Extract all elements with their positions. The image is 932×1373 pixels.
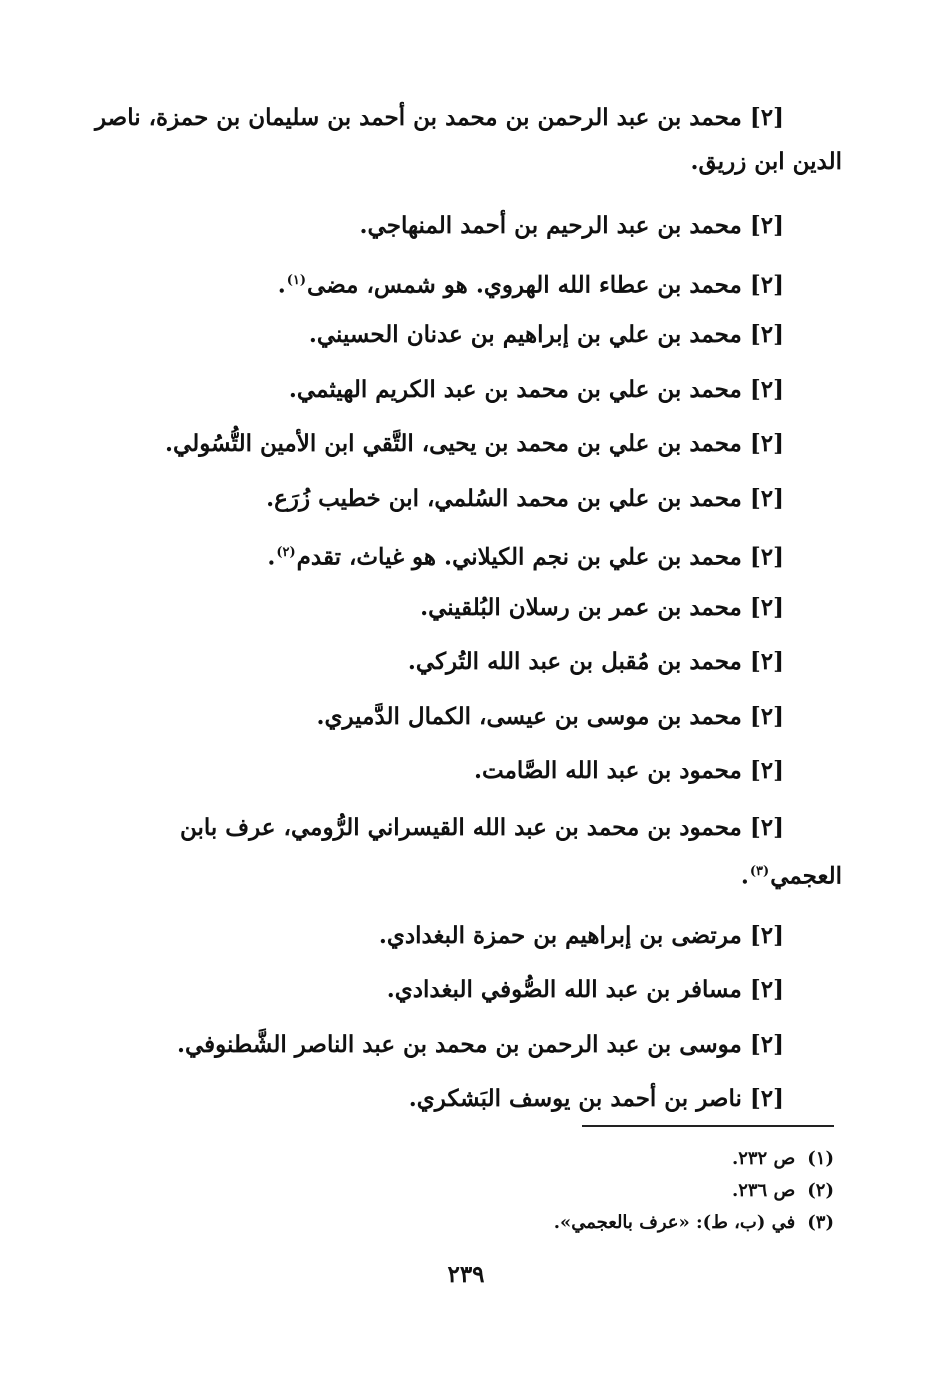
entry-text: [٢] محمد بن علي بن محمد بن يحيى، التَّقي ابن الأمين التُّسُولي. (165, 430, 784, 457)
entry-text: [٢] مسافر بن عبد الله الصُّوفي البغدادي. (386, 976, 784, 1003)
entry-text: [٢] محمد بن مُقبل بن عبد الله التُركي. (407, 648, 784, 675)
footnote-text: في (ب، ط): «عرف بالعجمي». (553, 1212, 796, 1233)
entries-list (90, 96, 842, 1134)
entry-text: [٢] محمد بن علي بن محمد السُلمي، ابن خطيب زُرَع. (266, 484, 784, 512)
entry-text: [٢] محمد بن عطاء الله الهروي. هو شمس، مضى (307, 271, 784, 299)
footnote-number: (١) (807, 1148, 834, 1169)
entry-11 (90, 751, 842, 806)
entry-text: [٢] موسى بن عبد الرحمن بن محمد بن عبد الناصر الشَّطنوفي. (176, 1030, 784, 1058)
entry-2: [٢] محمد بن عطاء الله الهروي. هو شمس، مضى$^{(١)}$. (277, 271, 784, 299)
entry-text: [٢] محمد بن علي بن إبراهيم بن عدنان الحسيني. (308, 321, 784, 348)
footnotes (360, 1144, 834, 1240)
footnote-marker: (٢) (276, 545, 296, 560)
footnote-number: (٢) (807, 1180, 834, 1201)
footnote-1 (360, 1144, 834, 1176)
entry-12: [٢] محمود بن محمد بن عبد الله القيسراني الرُّومي، عرف بابن العجمي$^{(٣)}$. (179, 813, 842, 890)
footnote-marker: (٣) (749, 863, 770, 879)
entry-text: [٢] ناصر بن أحمد بن يوسف البَشكري. (408, 1085, 784, 1112)
entry-6 (90, 479, 842, 534)
entry-text: [٢] محمد بن عمر بن رسلان البُلقيني. (420, 593, 784, 621)
footnote-divider (582, 1125, 834, 1127)
footnote-marker: (١) (286, 272, 307, 288)
entry-10 (90, 697, 842, 752)
page-number: ٢٣٩ (447, 1261, 485, 1288)
entry-text: [٢] مرتضى بن إبراهيم بن حمزة البغدادي. (378, 921, 784, 949)
entry-0 (90, 96, 842, 206)
entry-text: [٢] محمد بن عبد الرحيم بن أحمد المنهاجي. (359, 212, 784, 239)
entry-text: [٢] محمد بن علي بن محمد بن عبد الكريم الهيثمي. (288, 375, 784, 403)
footnote-text: ص ٢٣٦. (731, 1180, 796, 1201)
entry-4 (90, 370, 842, 425)
entry-text: [٢] محمد بن علي بن نجم الكيلاني. هو غياث، تقدم (296, 543, 784, 571)
entry-14 (90, 970, 842, 1025)
entry-9 (90, 642, 842, 697)
entry-1 (90, 206, 842, 261)
entry-text: [٢] محمد بن موسى بن عيسى، الكمال الدَّميري. (316, 702, 784, 730)
footnote-text: ص ٢٣٢. (731, 1148, 796, 1169)
entry-13 (90, 916, 842, 971)
entry-text: [٢] محمد بن عبد الرحمن بن محمد بن أحمد بن سليمان بن حمزة، ناصر الدين ابن زريق. (94, 104, 842, 175)
entry-3 (90, 315, 842, 370)
footnote-2 (360, 1176, 834, 1208)
footnote-3 (360, 1208, 834, 1240)
entry-text: [٢] محمود بن عبد الله الصَّامت. (473, 757, 784, 784)
entry-text: [٢] محمود بن محمد بن عبد الله القيسراني الرُّومي، عرف بابن العجمي (179, 813, 842, 890)
entry-8 (90, 588, 842, 643)
entry-5 (90, 424, 842, 479)
entry-15 (90, 1025, 842, 1080)
footnote-number: (٣) (807, 1212, 834, 1233)
entry-7: [٢] محمد بن علي بن نجم الكيلاني. هو غياث، تقدم$^{(٢)}$. (267, 543, 784, 571)
